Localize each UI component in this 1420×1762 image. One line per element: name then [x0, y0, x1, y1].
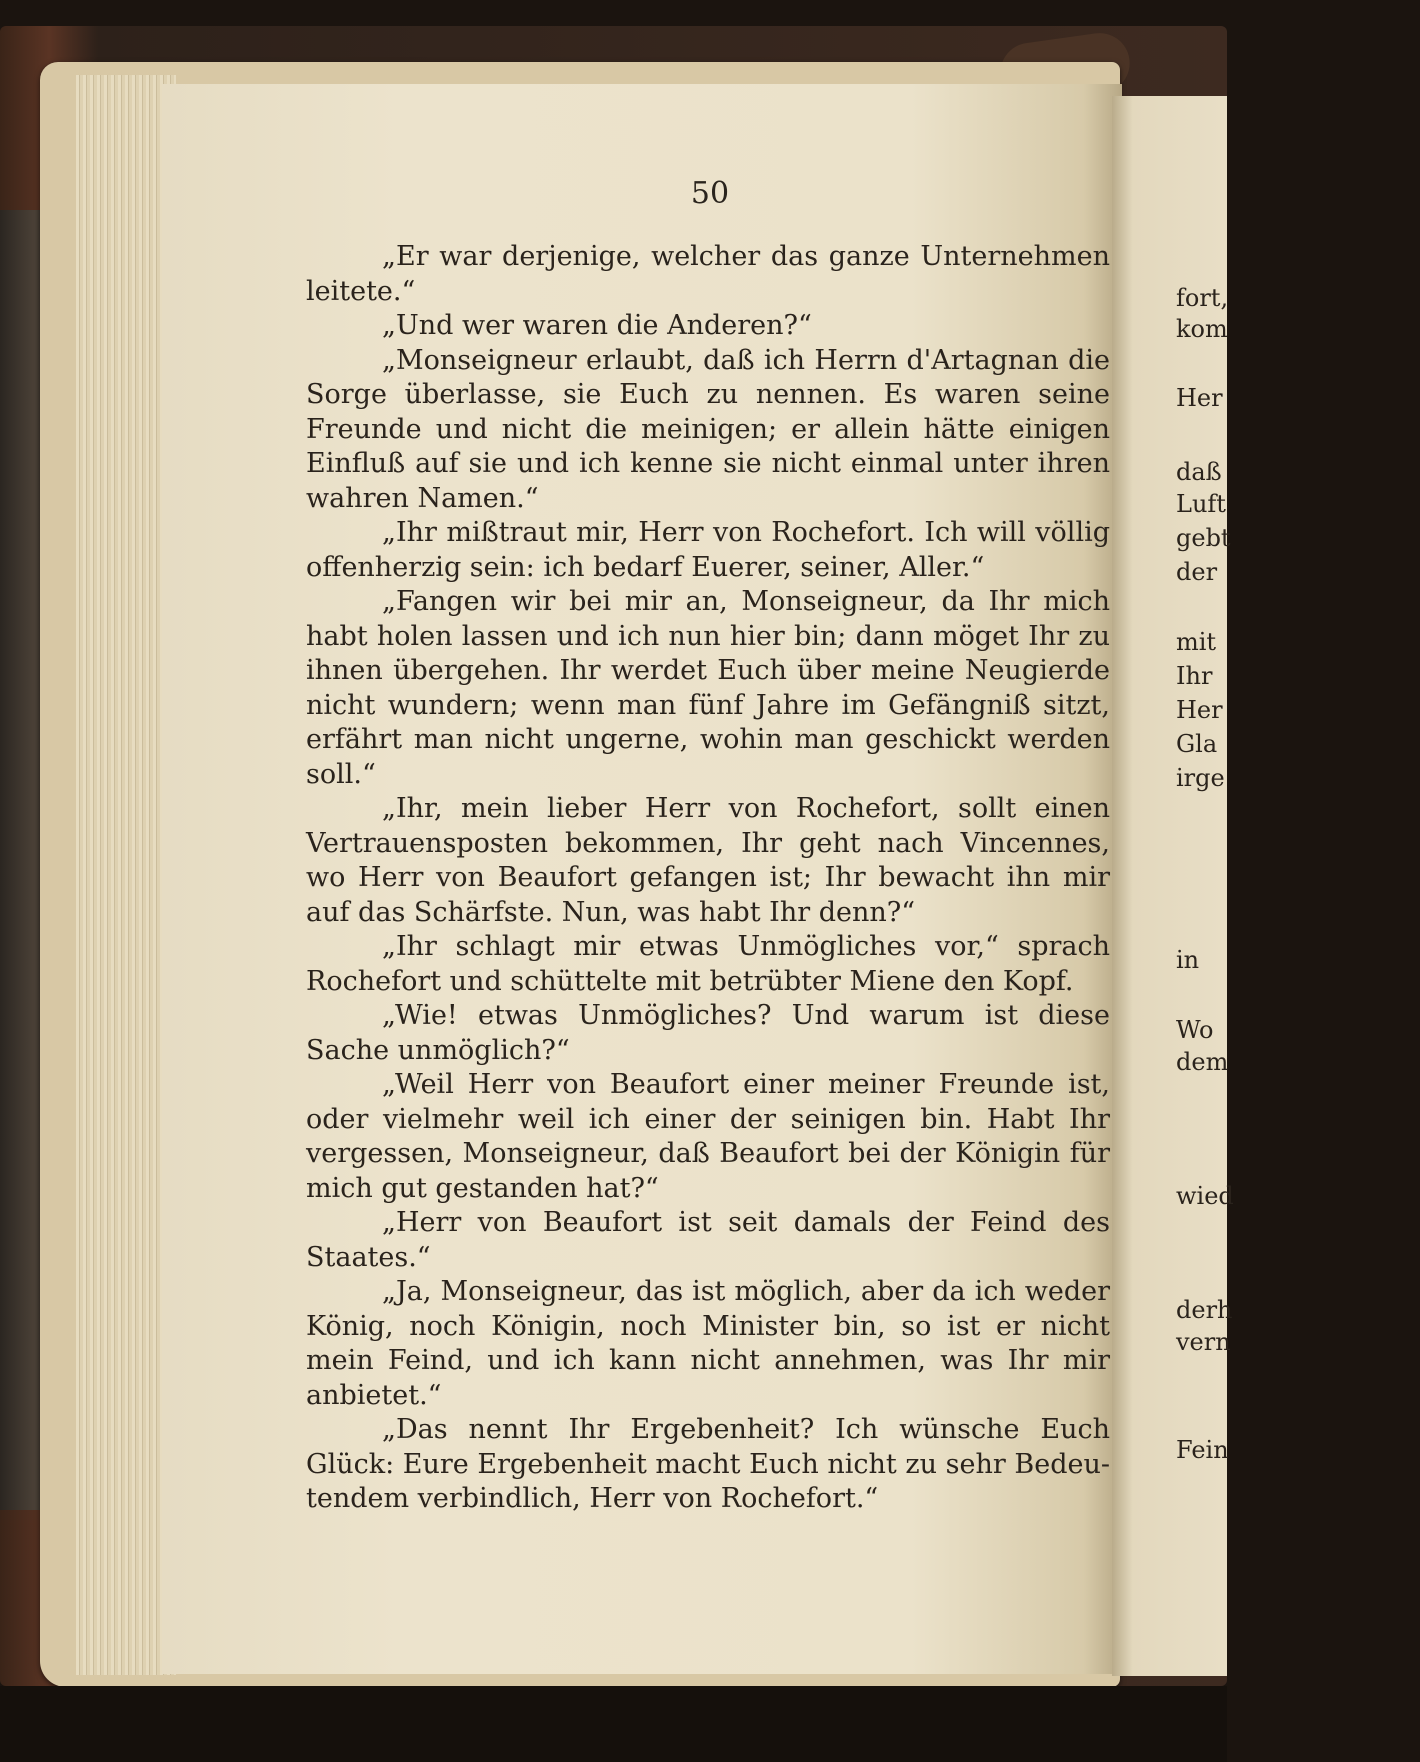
paragraph: „Und wer waren die Anderen?“ [382, 310, 812, 341]
background-shadow [0, 1686, 1227, 1762]
paragraph: „Fangen wir bei mir an, Monseigneur, da Ihr mich habt holen lassen und ich nun hier bin; dann möget Ihr zu ihnen übergehen. Ihr werdet Euch über meine Neugierde nicht wundern; wenn man fünf Jahre im Gefängniß sitzt, erfährt man nicht ungerne, wohin man geschickt werden soll.“ [306, 586, 1110, 790]
paragraph: „Er war derjenige, welcher das ganze Unternehmen leitete.“ [306, 241, 1110, 307]
paragraph: „Ihr schlagt mir etwas Unmögliches vor,“ sprach Rochefort und schüttelte mit betrübter Miene den Kopf. [306, 931, 1110, 997]
fragment: Fein [1176, 1436, 1229, 1464]
fragment: irge [1176, 764, 1225, 792]
right-page-edge [1112, 96, 1234, 1676]
paragraph: „Das nennt Ihr Ergebenheit? Ich wünsche Euch Glück: Eure Ergebenheit macht Euch nicht zu sehr Bedeutendem verbindlich, Herr von Rochefort.“ [306, 1414, 1110, 1514]
paragraph: „Wie! etwas Unmögliches? Und warum ist diese Sache unmöglich?“ [306, 1000, 1110, 1066]
fragment: mit [1176, 628, 1217, 656]
page-edges [76, 75, 176, 1675]
fragment: vern [1176, 1328, 1231, 1356]
fragment: gebt [1176, 524, 1231, 552]
paragraph: „Ihr mißtraut mir, Herr von Rochefort. Ich will völlig offenherzig sein: ich bedarf Euerer, seiner, Aller.“ [306, 517, 1110, 583]
fragment: Luft [1176, 490, 1226, 518]
fragment: Her [1176, 696, 1223, 724]
fragment: Ihr [1176, 662, 1213, 690]
fragment: fort, [1176, 284, 1229, 312]
paragraph: „Herr von Beaufort ist seit damals der Feind des Staates.“ [306, 1207, 1110, 1273]
fragment: in [1176, 946, 1200, 974]
page-number: 50 [690, 176, 730, 211]
fragment: der [1176, 558, 1218, 586]
paragraph: „Ihr, mein lieber Herr von Rochefort, sollt einen Vertrauensposten bekommen, Ihr geht nach Vincennes, wo Herr von Beaufort gefangen ist; Ihr bewacht ihn mir auf das Schärfste. Nun, was habt Ihr denn?“ [306, 793, 1110, 928]
fragment: wied [1176, 1182, 1234, 1210]
paragraph: „Monseigneur erlaubt, daß ich Herrn d'Artagnan die Sorge überlasse, sie Euch zu nennen. Es waren seine Freunde und nicht die meinigen; er allein hätte einigen Einfluß auf sie und ich kenne sie nicht einmal unter ihren wahren Namen.“ [306, 344, 1110, 514]
fragment: Her [1176, 384, 1223, 412]
fragment: Wo [1176, 1016, 1214, 1044]
page-text [306, 240, 1110, 1517]
fragment: derh [1176, 1296, 1233, 1324]
paragraph: „Ja, Monseigneur, das ist möglich, aber da ich weder König, noch Königin, noch Minister bin, so ist er nicht mein Feind, und ich kann nicht annehmen, was Ihr mir anbietet.“ [306, 1276, 1110, 1411]
fragment: daß [1176, 458, 1222, 486]
fragment: Gla [1176, 730, 1218, 758]
fragment: kom [1176, 315, 1228, 343]
paragraph: „Weil Herr von Beaufort einer meiner Freunde ist, oder vielmehr weil ich einer der seinigen bin. Habt Ihr vergessen, Monseigneur, daß Beaufort bei der Königin für mich gut gestanden hat?“ [306, 1069, 1110, 1204]
fragment: dem [1176, 1048, 1229, 1076]
